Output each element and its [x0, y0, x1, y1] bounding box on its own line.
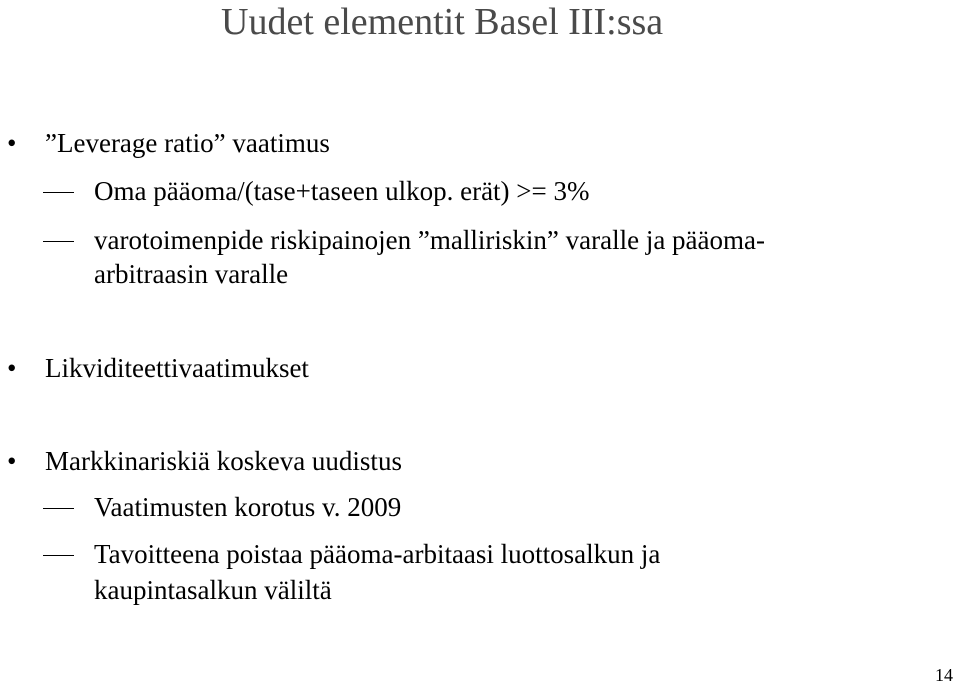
dash-icon [43, 508, 74, 509]
sub-bullet-text: Tavoitteena poistaa pääoma-arbitaasi luottosalkun ja [94, 539, 661, 569]
bullet-text: Markkinariskiä koskeva uudistus [45, 446, 402, 476]
dash-icon [43, 192, 74, 193]
dash-icon [43, 241, 74, 242]
bullet-icon: • [7, 128, 17, 158]
sub-bullet-text: varotoimenpide riskipainojen ”malliriskin” varalle ja pääoma- [94, 225, 766, 255]
sub-bullet-text: arbitraasin varalle [94, 259, 289, 289]
sub-bullet-text: Oma pääoma/(tase+taseen ulkop. erät) >= 3% [94, 176, 590, 206]
slide-title: Uudet elementit Basel III:ssa [221, 1, 664, 43]
page-number: 14 [935, 665, 953, 685]
sub-bullet-text: kaupintasalkun väliltä [94, 575, 332, 605]
dash-icon [43, 555, 74, 556]
bullet-icon: • [7, 353, 17, 383]
bullet-text: ”Leverage ratio” vaatimus [45, 128, 330, 158]
bullet-text: Likviditeettivaatimukset [45, 353, 309, 383]
bullet-icon: • [7, 446, 17, 476]
sub-bullet-text: Vaatimusten korotus v. 2009 [94, 492, 402, 522]
